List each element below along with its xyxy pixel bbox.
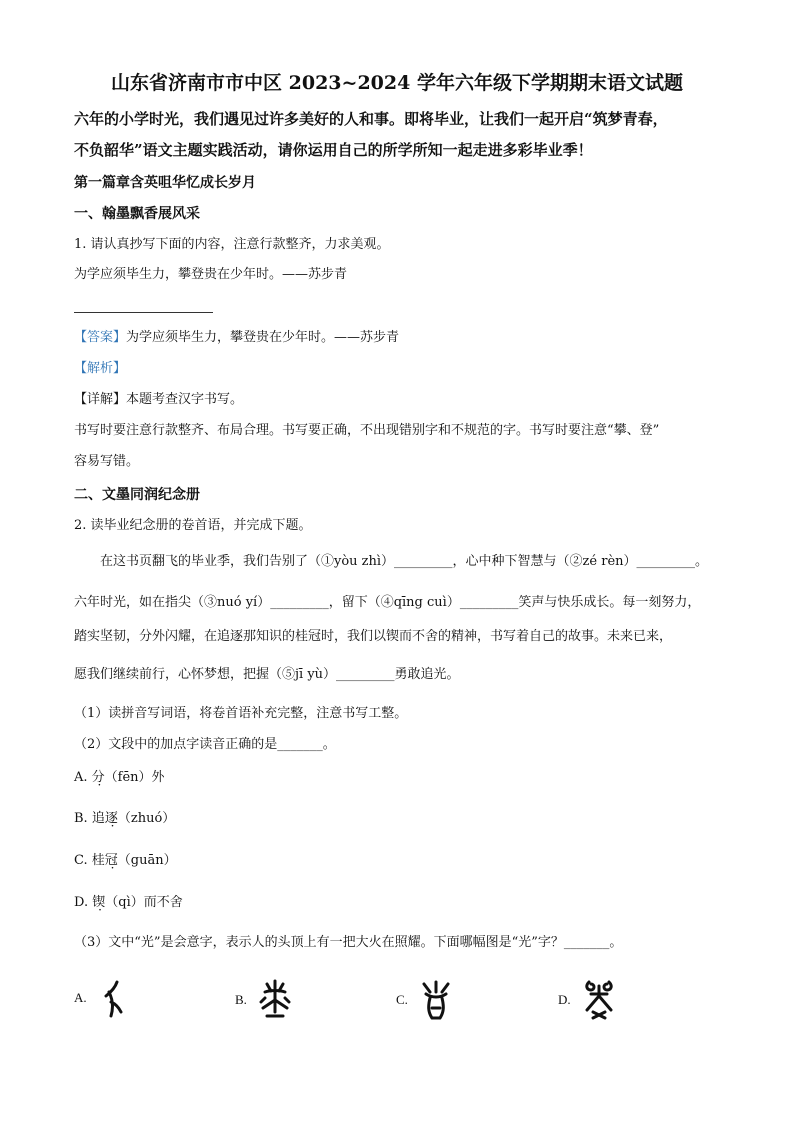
sub-question-1: （1）读拼音写词语，将卷首语补充完整，注意书写工整。 — [74, 706, 408, 721]
intro-line-2: 不负韶华”语文主题实践活动，请你运用自己的所学所知一起走进多彩毕业季！ — [74, 141, 593, 159]
option-c — [74, 852, 177, 870]
page-title: 山东省济南市市中区 2023~2024 学年六年级下学期期末语文试题 — [111, 72, 683, 94]
answer-tag: 【答案】 — [74, 330, 127, 345]
option-a-suffix: （fēn）外 — [104, 770, 165, 785]
analysis-tag: 【解析】 — [74, 361, 127, 376]
section-2-heading: 二、文墨同润纪念册 — [74, 487, 200, 503]
glyph-option-d[interactable] — [558, 978, 617, 1022]
option-b — [74, 810, 175, 828]
glyph-option-c[interactable] — [396, 978, 454, 1022]
detail-row — [74, 391, 243, 409]
option-a — [74, 769, 165, 787]
detail-line-2: 书写时要注意行款整齐、布局合理。书写要正确，不出现错别字和不规范的字。书写时要注意“攀、登” — [74, 423, 660, 438]
preface-line-3: 踏实坚韧，分外闪耀，在追逐那知识的桂冠时，我们以锲而不舍的精神，书写着自己的故事。未来已来， — [74, 629, 673, 644]
intro-line-1: 六年的小学时光，我们遇见过许多美好的人和事。即将毕业，让我们一起开启“筑梦青春， — [74, 110, 668, 128]
question-1: 1. 请认真抄写下面的内容，注意行款整齐，力求美观。 — [74, 237, 390, 252]
answer-text: 为学应须毕生力，攀登贵在少年时。——苏步青 — [126, 330, 400, 345]
option-a-prefix: A. — [74, 770, 92, 785]
option-d-prefix: D. — [74, 895, 93, 910]
option-d-suffix: （qì）而不舍 — [105, 895, 183, 910]
option-a-dotted-char: 分 — [91, 770, 105, 785]
detail-text: 本题考查汉字书写。 — [126, 392, 244, 407]
answer-line — [74, 312, 213, 313]
preface-line-1: 在这书页翻飞的毕业季，我们告别了（①yòu zhì）_________，心中种下智慧与（②zé rèn）_________。 — [100, 554, 709, 569]
preface-line-4: 愿我们继续前行，心怀梦想，把握（⑤jī yù）_________勇敢追光。 — [74, 667, 460, 682]
option-b-prefix: B. 追 — [74, 811, 105, 826]
oracle-glyph-b-icon — [257, 978, 293, 1022]
option-c-dotted-char: 冠 — [104, 853, 118, 868]
option-c-suffix: （guān） — [117, 853, 177, 868]
preface-line-2: 六年时光，如在指尖（③nuó yí）_________，留下（④qīng cuì）_________笑声与快乐成长。每一刻努力， — [74, 595, 701, 610]
question-2: 2. 读毕业纪念册的卷首语，并完成下题。 — [74, 518, 312, 533]
oracle-glyph-c-icon — [418, 978, 454, 1022]
option-b-suffix: （zhuó） — [117, 811, 176, 826]
sub-question-3: （3）文中“光”是会意字，表示人的头顶上有一把大火在照耀。下面哪幅图是“光”字？_______。 — [74, 935, 623, 950]
chapter-heading: 第一篇章含英咀华忆成长岁月 — [74, 175, 256, 191]
section-1-heading: 一、翰墨飘香展风采 — [74, 206, 200, 222]
glyph-option-a[interactable] — [74, 978, 127, 1018]
detail-line-3: 容易写错。 — [74, 454, 140, 469]
oracle-glyph-a-icon — [97, 978, 127, 1018]
option-b-dotted-char: 逐 — [104, 811, 118, 826]
glyph-option-c-letter: C. — [396, 992, 408, 1007]
option-d-dotted-char: 锲 — [92, 895, 106, 910]
oracle-glyph-d-icon — [581, 978, 617, 1022]
detail-tag: 【详解】 — [74, 392, 127, 407]
glyph-option-b[interactable] — [235, 978, 293, 1022]
question-1-text: 为学应须毕生力，攀登贵在少年时。——苏步青 — [74, 267, 348, 282]
sub-question-2: （2）文段中的加点字读音正确的是_______。 — [74, 737, 336, 752]
answer-row — [74, 329, 399, 347]
option-c-prefix: C. 桂 — [74, 853, 105, 868]
glyph-option-a-letter: A. — [74, 990, 87, 1005]
option-d — [74, 894, 183, 912]
glyph-option-b-letter: B. — [235, 992, 247, 1007]
glyph-option-d-letter: D. — [558, 992, 571, 1007]
